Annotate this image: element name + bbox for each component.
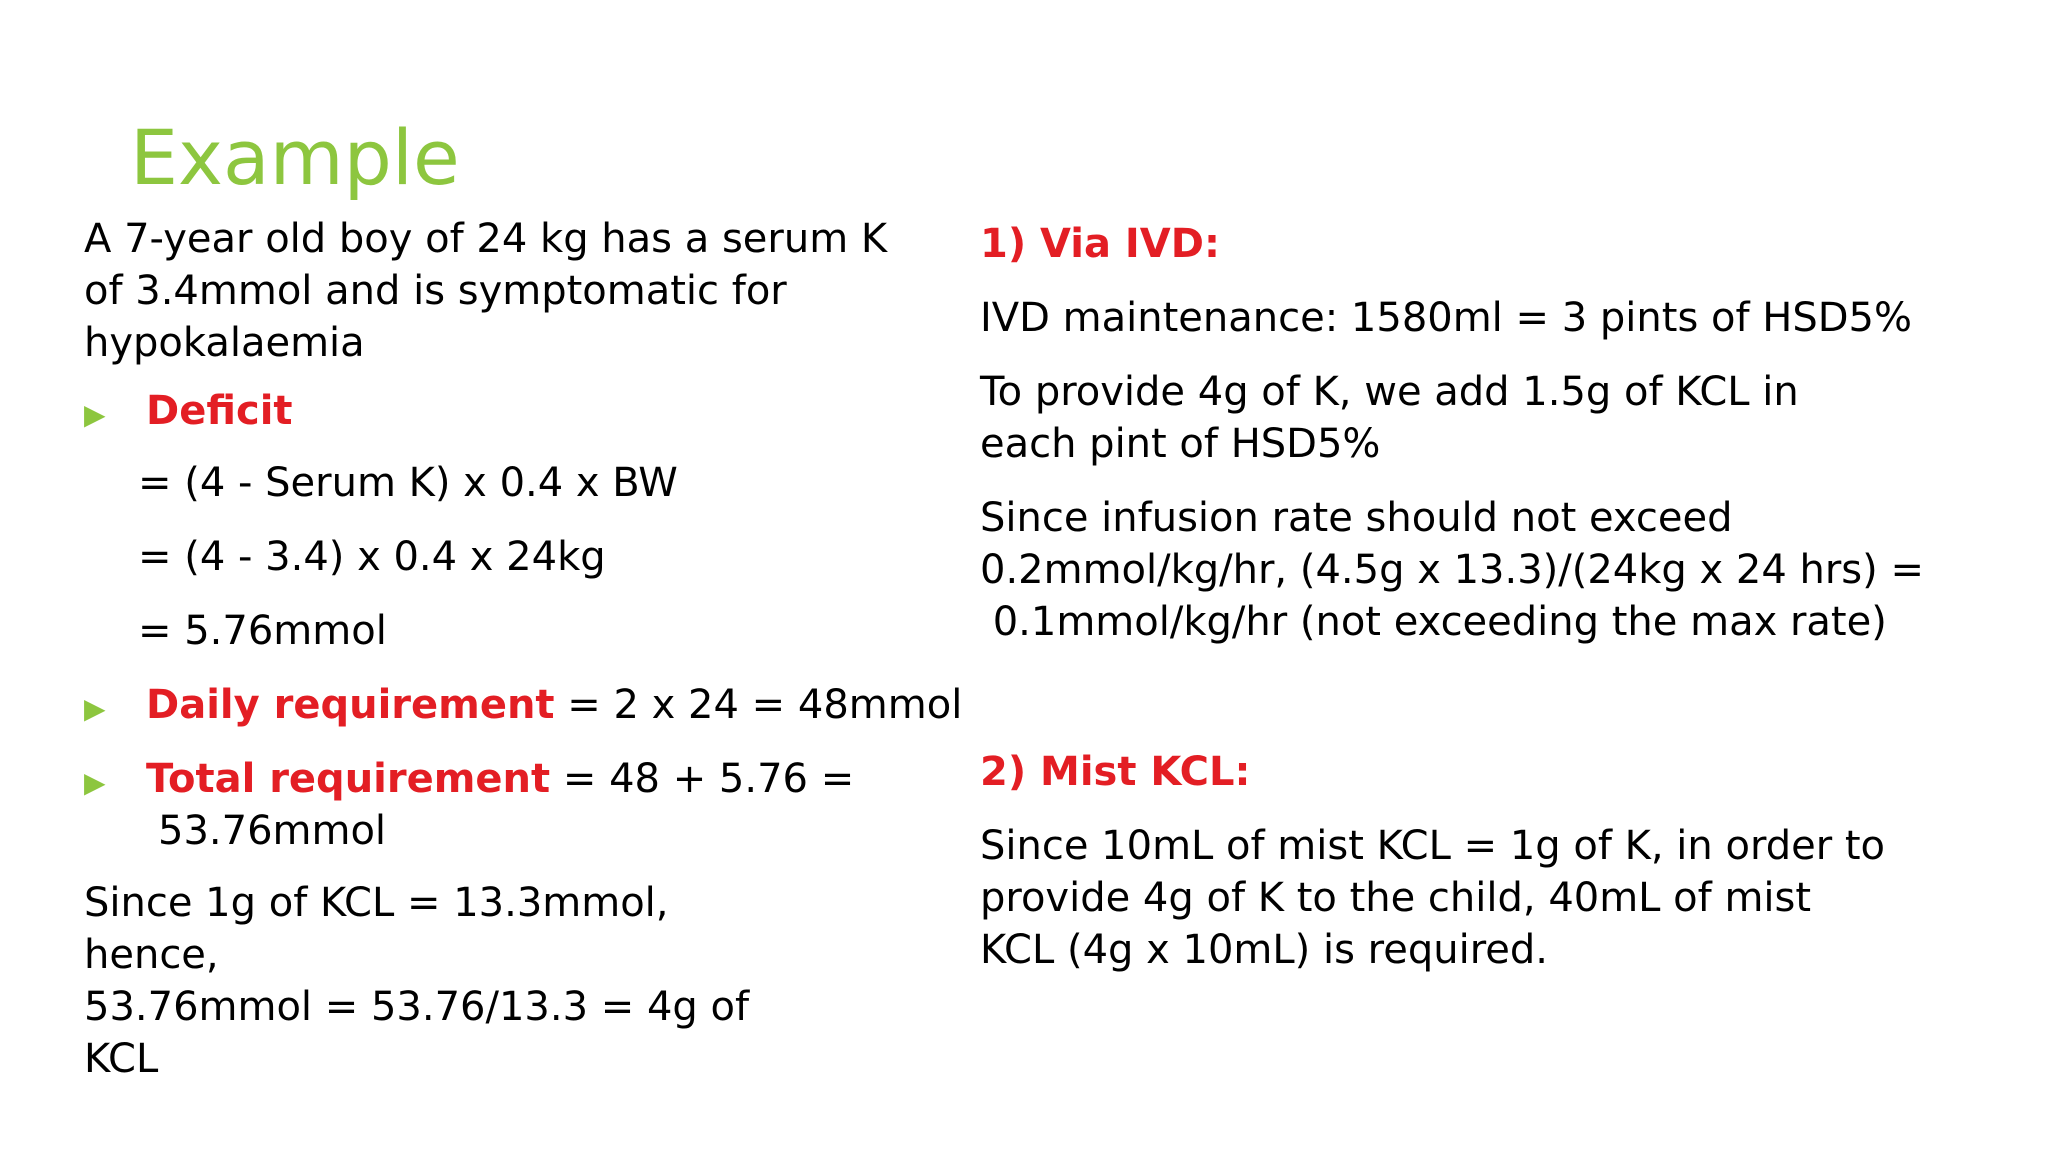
total-requirement-label: Total requirement: [146, 756, 551, 802]
intro-line: A 7-year old boy of 24 kg has a serum K: [84, 216, 888, 262]
conversion-line: 53.76mmol = 53.76/13.3 = 4g of: [84, 984, 750, 1030]
right-column: [980, 218, 1980, 976]
mist-kcl-heading: 2) Mist KCL:: [980, 749, 1251, 795]
ivd-provide-line: To provide 4g of K, we add 1.5g of KCL in: [980, 369, 1799, 415]
ivd-rate: [980, 492, 1980, 648]
mist-kcl-line: KCL (4g x 10mL) is required.: [980, 927, 1548, 973]
ivd-provide-line: each pint of HSD5%: [980, 421, 1381, 467]
deficit-formula: = (4 - Serum K) x 0.4 x BW: [138, 460, 678, 506]
daily-requirement-label: Daily requirement: [146, 682, 555, 728]
ivd-heading: 1) Via IVD:: [980, 221, 1220, 267]
mist-kcl-text: [980, 820, 1980, 976]
ivd-maintenance: IVD maintenance: 1580ml = 3 pints of HSD5%: [980, 295, 1912, 341]
total-requirement-value: = 48 + 5.76 =: [550, 756, 855, 802]
bullet-arrow-icon: ▶: [84, 766, 106, 799]
deficit-substitution: = (4 - 3.4) x 0.4 x 24kg: [138, 534, 606, 580]
conversion-text: [84, 877, 944, 1085]
ivd-rate-line: 0.1mmol/kg/hr (not exceeding the max rate): [980, 599, 1887, 645]
daily-requirement-value: = 2 x 24 = 48mmol: [554, 682, 963, 728]
left-column: [84, 213, 963, 1085]
total-requirement-value-cont: 53.76mmol: [158, 808, 387, 854]
deficit-label: Deficit: [146, 388, 293, 434]
conversion-line: KCL: [84, 1036, 159, 1082]
conversion-line: Since 1g of KCL = 13.3mmol,: [84, 880, 669, 926]
slide-title: Example: [130, 113, 460, 202]
mist-kcl-line: Since 10mL of mist KCL = 1g of K, in order to: [980, 823, 1886, 869]
total-requirement-bullet: [84, 753, 944, 805]
bullet-arrow-icon: ▶: [84, 692, 106, 725]
deficit-bullet: [84, 385, 944, 437]
ivd-rate-line: Since infusion rate should not exceed: [980, 495, 1733, 541]
intro-line: hypokalaemia: [84, 320, 365, 366]
ivd-provide: [980, 366, 1980, 470]
daily-requirement-bullet: [84, 679, 963, 731]
intro-line: of 3.4mmol and is symptomatic for: [84, 268, 787, 314]
bullet-arrow-icon: ▶: [84, 398, 106, 431]
intro-text: [84, 213, 944, 369]
mist-kcl-line: provide 4g of K to the child, 40mL of mist: [980, 875, 1812, 921]
conversion-line: hence,: [84, 932, 219, 978]
deficit-result: = 5.76mmol: [138, 608, 387, 654]
ivd-rate-line: 0.2mmol/kg/hr, (4.5g x 13.3)/(24kg x 24 hrs) =: [980, 547, 1924, 593]
